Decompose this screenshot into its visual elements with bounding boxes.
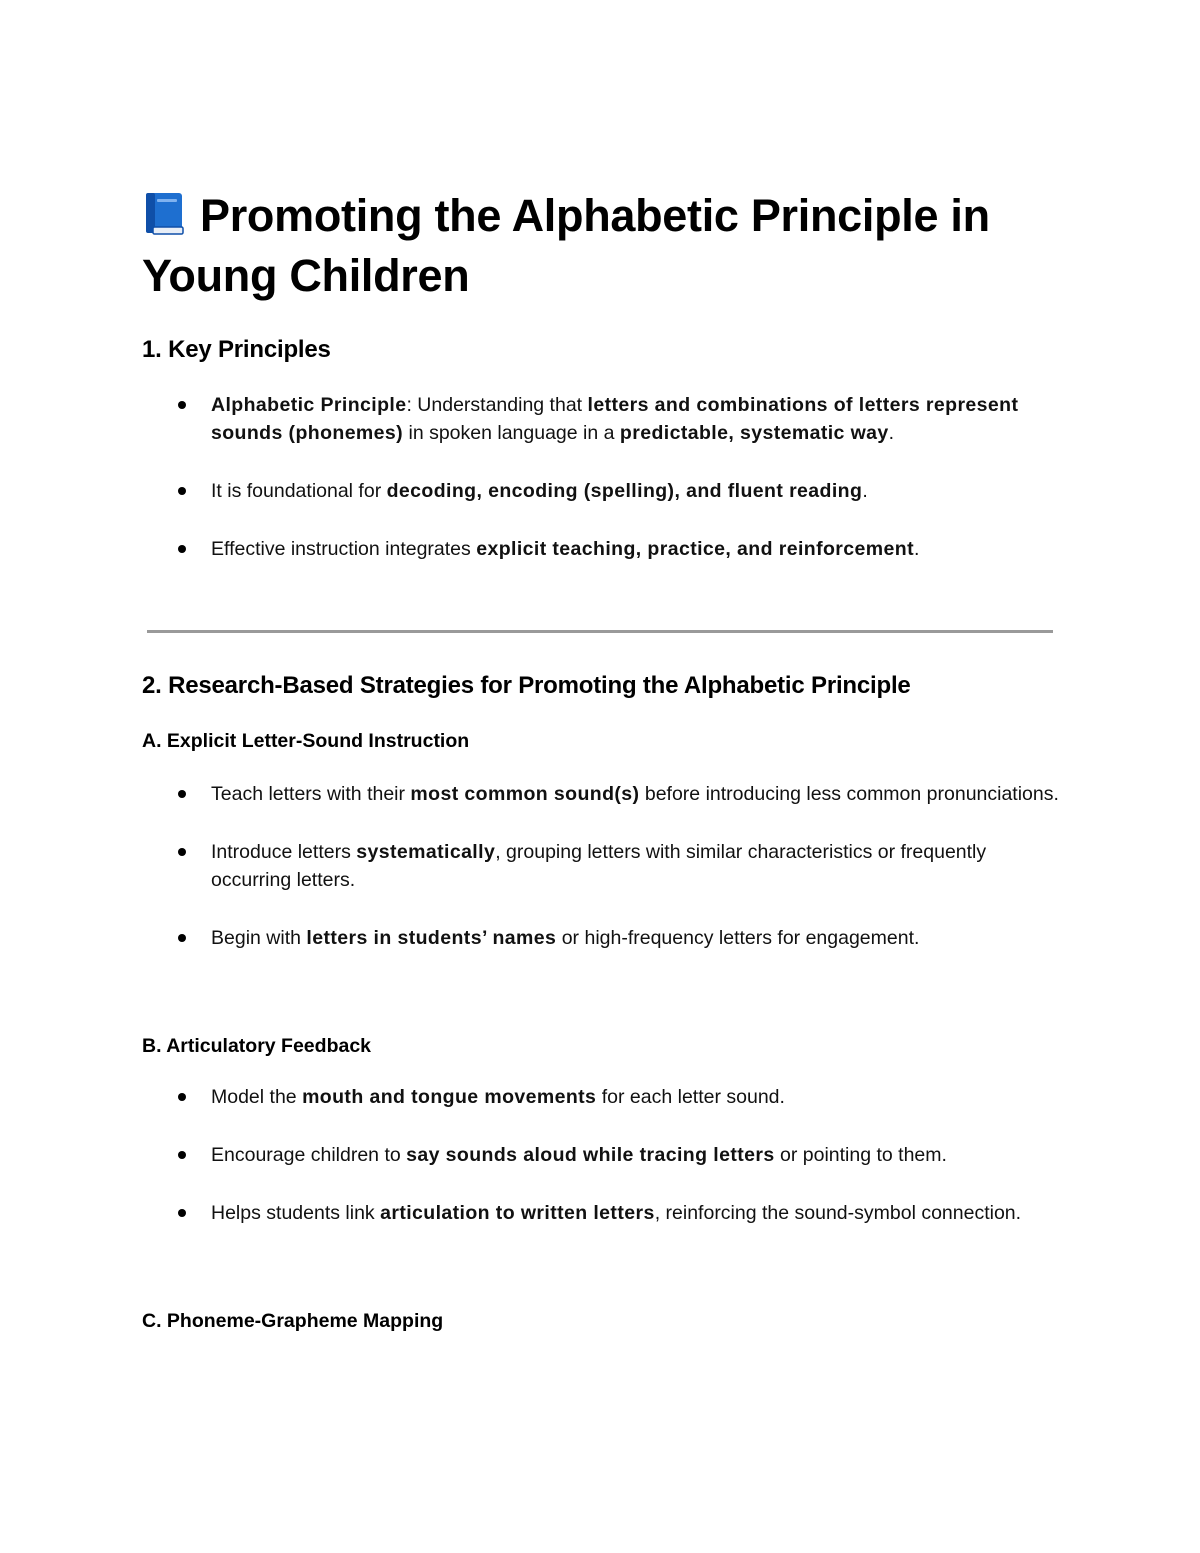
section-heading-strategies: 2. Research-Based Strategies for Promoting the Alphabetic Principle: [142, 672, 911, 699]
explicit-instruction-list: [0, 780, 1200, 952]
list-item: Helps students link articulation to written letters, reinforcing the sound-symbol connection.: [0, 1199, 1061, 1227]
document-title-text: Promoting the Alphabetic Principle in Young Children: [142, 190, 990, 301]
section-heading-key-principles: 1. Key Principles: [142, 336, 331, 363]
list-item: It is foundational for decoding, encoding (spelling), and fluent reading.: [0, 477, 1061, 505]
bullet-icon: [178, 1209, 186, 1217]
articulatory-feedback-list: [0, 1083, 1200, 1227]
list-item: Begin with letters in students’ names or high-frequency letters for engagement.: [0, 924, 1061, 952]
key-principles-list: [0, 391, 1200, 563]
subheading-articulatory-feedback: B. Articulatory Feedback: [142, 1035, 372, 1057]
subheading-explicit-letter-sound: A. Explicit Letter-Sound Instruction: [142, 730, 470, 752]
list-item: Model the mouth and tongue movements for each letter sound.: [0, 1083, 1061, 1111]
bullet-icon: [178, 934, 186, 942]
bullet-icon: [178, 545, 186, 553]
blue-book-icon: [142, 191, 188, 237]
bullet-icon: [178, 848, 186, 856]
bullet-icon: [178, 487, 186, 495]
subheading-phoneme-grapheme: C. Phoneme-Grapheme Mapping: [142, 1310, 444, 1332]
bullet-icon: [178, 790, 186, 798]
list-item: Alphabetic Principle: Understanding that letters and combinations of letters represent sounds (phonemes) in spoken language in a predictable, systematic way.: [0, 391, 1061, 447]
document-title: [142, 186, 1062, 306]
list-item: Introduce letters systematically, grouping letters with similar characteristics or frequently occurring letters.: [0, 838, 1061, 894]
bullet-icon: [178, 401, 186, 409]
bullet-icon: [178, 1151, 186, 1159]
list-item: Teach letters with their most common sound(s) before introducing less common pronunciations.: [0, 780, 1061, 808]
horizontal-divider: [147, 630, 1053, 633]
list-item: Effective instruction integrates explicit teaching, practice, and reinforcement.: [0, 535, 1061, 563]
list-item: Encourage children to say sounds aloud while tracing letters or pointing to them.: [0, 1141, 1061, 1169]
bullet-icon: [178, 1093, 186, 1101]
